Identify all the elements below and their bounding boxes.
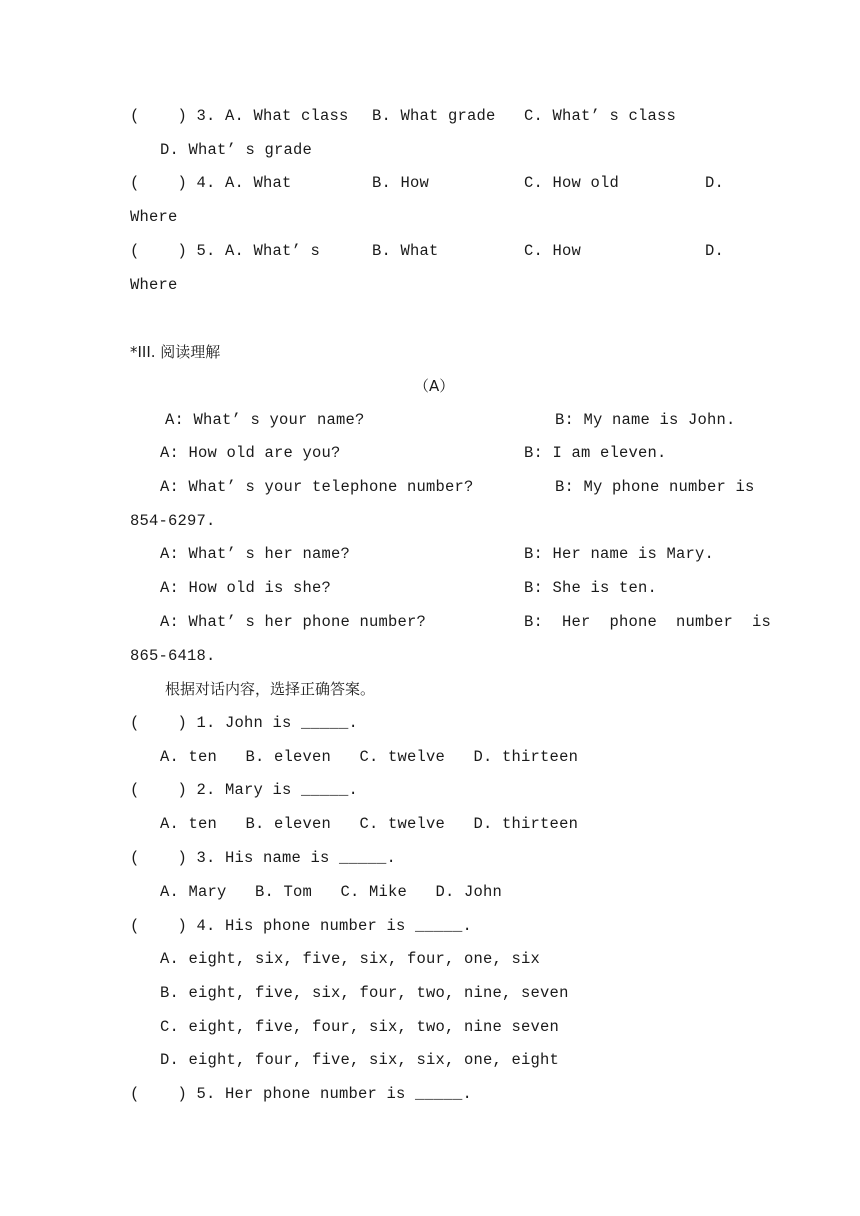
dialogue-a-2: A: How old are you? [160, 444, 341, 462]
question-4-option-b: B. How [372, 174, 430, 192]
question-3-stem: ( ) 3. A. What class [130, 107, 349, 125]
reading-question-2: ( ) 2. Mary is _____. [130, 781, 359, 799]
dialogue-a-6: A: What’ s her phone number? [160, 613, 427, 631]
reading-question-3-options: A. Mary B. Tom C. Mike D. John [160, 883, 503, 901]
reading-question-1-options: A. ten B. eleven C. twelve D. thirteen [160, 748, 579, 766]
question-4-option-c: C. How old [524, 174, 620, 192]
dialogue-b-3: B: My phone number is [555, 478, 755, 496]
reading-question-5: ( ) 5. Her phone number is _____. [130, 1085, 473, 1103]
reading-question-2-options: A. ten B. eleven C. twelve D. thirteen [160, 815, 579, 833]
dialogue-b-2: B: I am eleven. [524, 444, 667, 462]
question-3-option-b: B. What grade [372, 107, 496, 125]
question-5-option-d: D. [705, 242, 725, 260]
question-5-option-c: C. How [524, 242, 582, 260]
reading-question-4-option-b: B. eight, five, six, four, two, nine, seven [160, 984, 569, 1002]
question-3-option-c: C. What’ s class [524, 107, 677, 125]
dialogue-a-1: A: What’ s your name? [165, 411, 365, 429]
reading-question-1: ( ) 1. John is _____. [130, 714, 359, 732]
reading-question-4-option-d: D. eight, four, five, six, six, one, eight [160, 1051, 560, 1069]
dialogue-a-4: A: What’ s her name? [160, 545, 351, 563]
dialogue-a-5: A: How old is she? [160, 579, 332, 597]
reading-question-4-option-a: A. eight, six, five, six, four, one, six [160, 950, 541, 968]
reading-question-3: ( ) 3. His name is _____. [130, 849, 397, 867]
question-5-option-b: B. What [372, 242, 439, 260]
reading-question-4-option-c: C. eight, five, four, six, two, nine seven [160, 1018, 560, 1036]
dialogue-b-5: B: She is ten. [524, 579, 658, 597]
dialogue-b-6: B: Her phone number is [524, 613, 772, 631]
dialogue-b-4: B: Her name is Mary. [524, 545, 715, 563]
dialogue-b-3-cont: 854-6297. [130, 512, 216, 530]
dialogue-a-3: A: What’ s your telephone number? [160, 478, 474, 496]
passage-label: （A） [414, 377, 455, 395]
section-title: *III. 阅读理解 [130, 343, 221, 361]
question-3-option-d: D. What’ s grade [160, 141, 313, 159]
question-5-option-d-text: Where [130, 276, 178, 294]
dialogue-b-6-cont: 865-6418. [130, 647, 216, 665]
question-4-option-d: D. [705, 174, 725, 192]
instruction: 根据对话内容，选择正确答案。 [165, 680, 376, 698]
reading-question-4: ( ) 4. His phone number is _____. [130, 917, 473, 935]
question-4-stem: ( ) 4. A. What [130, 174, 292, 192]
question-4-option-d-text: Where [130, 208, 178, 226]
dialogue-b-1: B: My name is John. [555, 411, 736, 429]
question-5-stem: ( ) 5. A. What’ s [130, 242, 321, 260]
